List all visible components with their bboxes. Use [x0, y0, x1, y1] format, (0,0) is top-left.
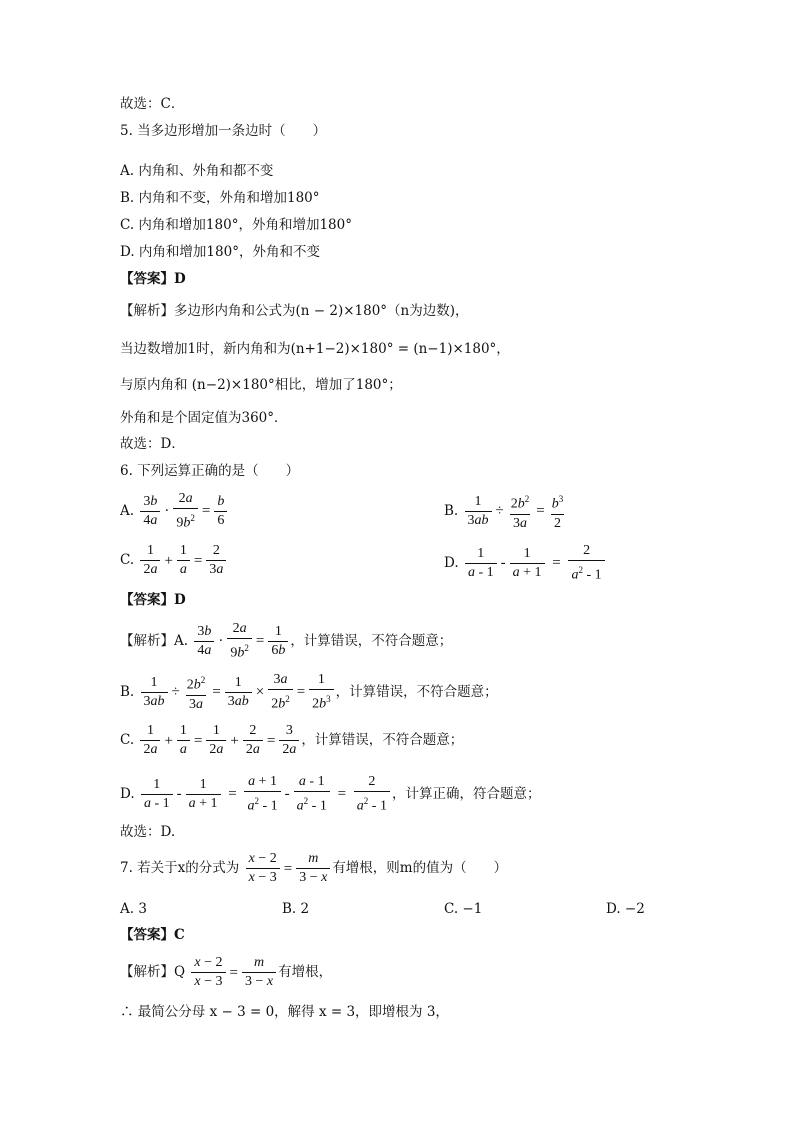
q5-conclusion: 故选：D． [120, 436, 185, 452]
q7-option-a: A. 3 [120, 901, 147, 917]
q7-analysis-1: 【解析】Q $\frac{x - 2}{x - 3}$ = $\frac{m}{3 - x}$ 有增根， [120, 955, 333, 989]
q4-conclusion: 故选：C． [120, 96, 185, 112]
q6-option-a: A. $\frac{3b}{4a}$ · $\frac{2a}{9b^2}$ = $\frac{b}{6}$ [120, 490, 229, 533]
q5-option-b: B. 内角和不变，外角和增加180° [120, 190, 320, 206]
q6-analysis-c-prefix: C. [120, 732, 135, 748]
q5-analysis-3: 与原内角和 (n−2)×180°相比，增加了180°； [120, 377, 402, 393]
q7-analysis-2: ∴ 最简公分母 x − 3 = 0，解得 x = 3，即增根为 3， [120, 1004, 449, 1020]
q5-analysis-1: 【解析】多边形内角和公式为(n − 2)×180°（n为边数)， [120, 303, 469, 319]
q6-analysis-a-prefix: 【解析】A. [120, 632, 189, 649]
q6-analysis-d-prefix: D. [120, 785, 135, 802]
q6-conclusion: 故选：D. [120, 824, 176, 840]
q7-analysis-pre: 【解析】Q [120, 964, 186, 980]
q6-analysis-b-prefix: B. [120, 683, 135, 700]
q6-analysis-c-suffix: ，计算错误，不符合题意； [301, 732, 464, 748]
q5-option-a: A. 内角和、外角和都不变 [120, 163, 274, 179]
q5-answer: 【答案】D [120, 271, 186, 287]
q6-analysis-b-suffix: ，计算错误，不符合题意； [335, 683, 498, 700]
q6-option-c-label: C. [120, 552, 135, 568]
q7-stem-post: 有增根，则m的值为（ ） [332, 860, 508, 876]
q7-option-c: C. −1 [444, 901, 483, 917]
q6-option-b-label: B. [444, 502, 459, 519]
q5-option-d: D. 内角和增加180°，外角和不变 [120, 244, 320, 260]
q7-analysis-post: 有增根， [278, 964, 333, 980]
q6-analysis-a-suffix: ，计算错误，不符合题意； [290, 632, 453, 649]
q6-option-d: D. $\frac{1}{a - 1}$ - $\frac{1}{a + 1}$ = $\frac{2}{a^2 - 1}$ [444, 542, 607, 585]
fraction: $\frac{3b}{4a}$ [140, 493, 160, 530]
q6-analysis-a: 【解析】A. $\frac{3b}{4a}$ · $\frac{2a}{9b^2}$ = $\frac{1}{6b}$ ，计算错误，不符合题意； [120, 621, 453, 661]
q5-analysis-2: 当边数增加1时，新内角和为(n+1−2)×180° = (n−1)×180°， [120, 341, 510, 357]
q6-option-b: B. $\frac{1}{3ab}$ ÷ $\frac{2b^2}{3a}$ = $\frac{b^3}{2}$ [444, 493, 564, 531]
q6-stem: 6. 下列运算正确的是（ ） [120, 463, 300, 479]
q6-analysis-c: C. $\frac{1}{2a}$ + $\frac{1}{a}$ = $\frac{1}{2a}$ + $\frac{2}{2a}$ = $\frac{3}{2a}$ ，计算错误，不符合题意； [120, 723, 464, 757]
q6-analysis-b: B. $\frac{1}{3ab}$ ÷ $\frac{2b^2}{3a}$ = $\frac{1}{3ab}$ × $\frac{3a}{2b^2}$ = $\frac{1}{2b^3}$ ，计算错误，不符合题意； [120, 672, 498, 712]
q5-analysis-4: 外角和是个固定值为360°． [120, 410, 288, 426]
q7-option-b: B. 2 [282, 901, 310, 917]
q6-option-d-label: D. [444, 554, 459, 571]
q7-stem-pre: 7. 若关于x的分式为 [120, 860, 240, 876]
q7-option-d: D. −2 [606, 901, 645, 917]
q5-stem: 5. 当多边形增加一条边时（ ） [120, 123, 327, 139]
q6-analysis-d: D. $\frac{1}{a - 1}$ - $\frac{1}{a + 1}$ = $\frac{a + 1}{a^2 - 1}$ - $\frac{a - 1}{a^2 - 1}$ = $\frac{2}{a^2 - 1}$ ，计算正确，符合题意； [120, 774, 541, 814]
q7-answer: 【答案】C [120, 927, 185, 943]
q7-stem: 7. 若关于x的分式为 $\frac{x - 2}{x - 3}$ = $\frac{m}{3 - x}$ 有增根，则m的值为（ ） [120, 851, 508, 885]
q6-analysis-d-suffix: ，计算正确，符合题意； [391, 785, 541, 802]
q6-option-a-label: A. [120, 502, 135, 519]
q5-option-c: C. 内角和增加180°，外角和增加180° [120, 217, 352, 233]
q6-option-c: C. $\frac{1}{2a}$ + $\frac{1}{a}$ = $\frac{2}{3a}$ [120, 542, 228, 579]
q6-answer: 【答案】D [120, 592, 186, 608]
